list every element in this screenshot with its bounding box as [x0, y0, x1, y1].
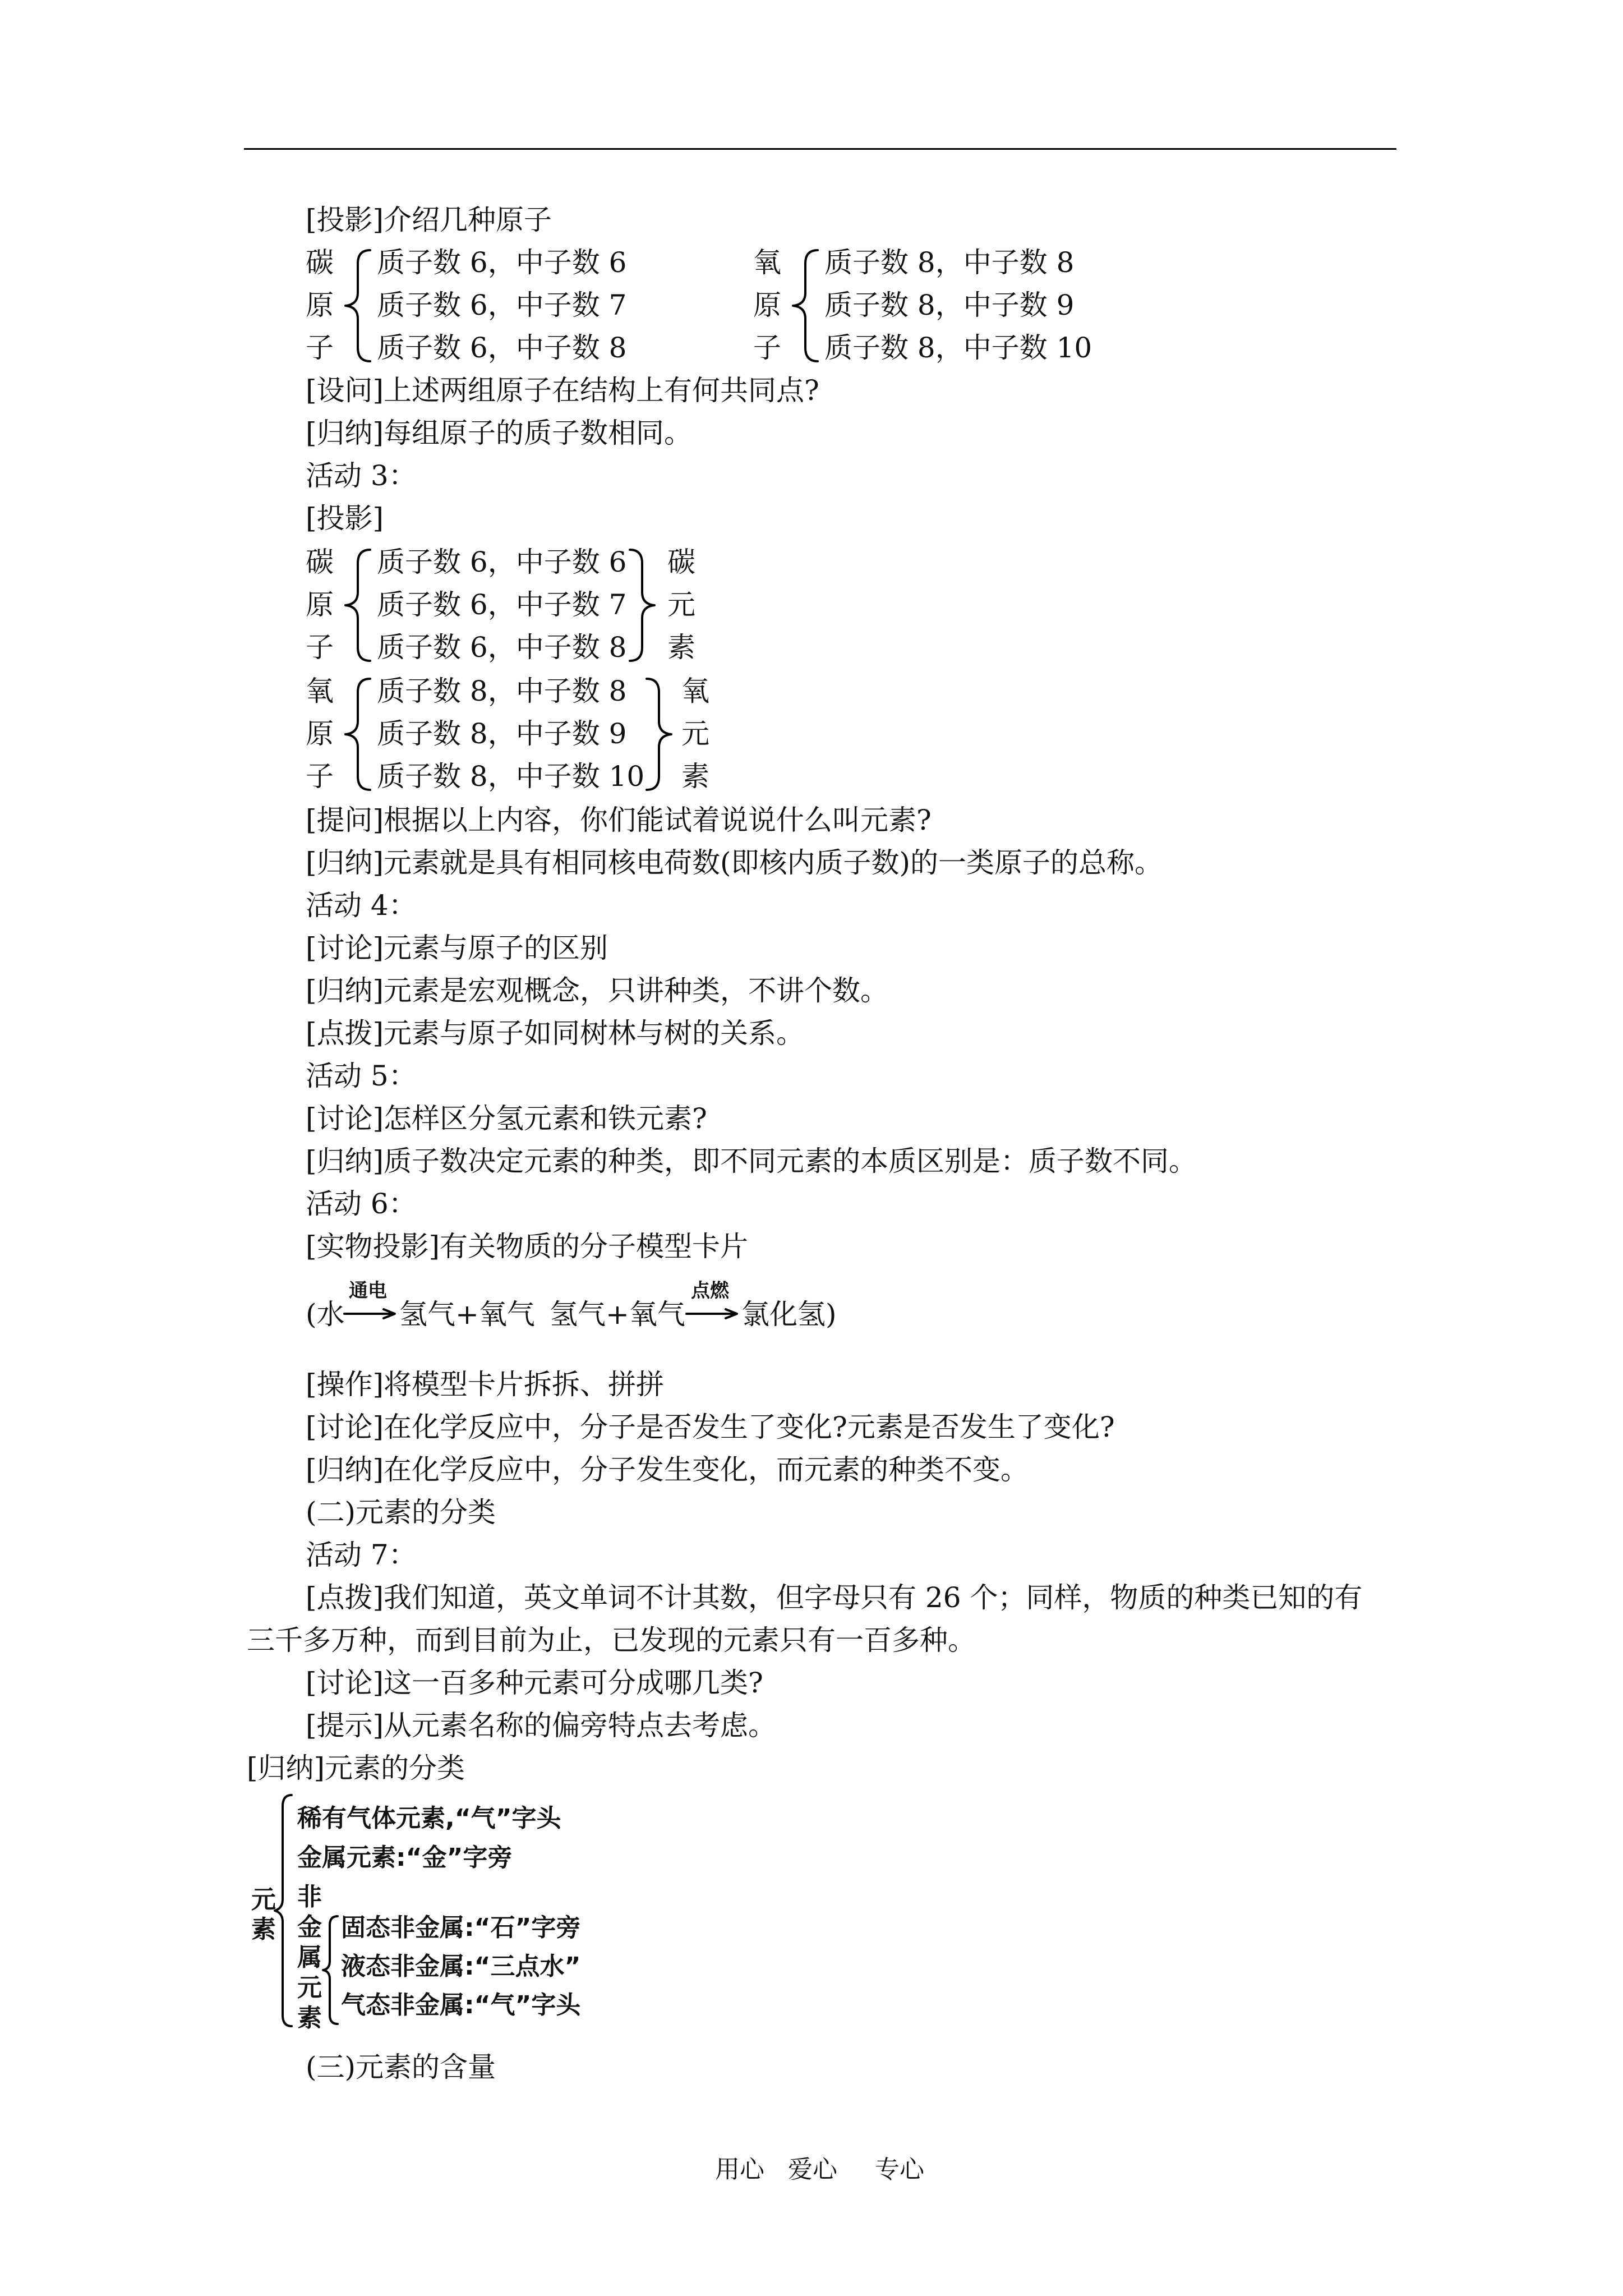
gas-nonmetal: 气态非金属:“气”字头 — [341, 1991, 581, 2019]
metal-elements: 金属元素:“金”字旁 — [297, 1843, 513, 1872]
arrow-right-icon — [343, 1307, 397, 1320]
oxygen-element-label-2: 元 — [681, 717, 709, 750]
line-activity-4: 活动 4： — [306, 889, 417, 922]
carbon-isotope-3: 质子数 6，中子数 8 — [377, 332, 627, 364]
rare-gas-elements: 稀有气体元素,“气”字头 — [297, 1804, 561, 1833]
condition-ignite: 点燃 — [691, 1280, 729, 1302]
oxygen-isotope-3: 质子数 8，中子数 10 — [824, 332, 1092, 364]
left-brace-icon — [341, 247, 375, 365]
line-summary-3: [归纳]元素是宏观概念，只讲种类，不讲个数。 — [306, 974, 889, 1007]
equation-product-1: 氢气+氧气 — [399, 1298, 535, 1331]
carbon-element-label-2: 元 — [667, 588, 695, 621]
line-projection-intro: [投影]介绍几种原子 — [306, 204, 552, 236]
left-brace-icon — [321, 1914, 341, 2026]
nonmetal-label-3: 属 — [297, 1943, 322, 1972]
oxygen-isotope-1: 质子数 8，中子数 8 — [377, 675, 627, 707]
arrow-right-icon — [685, 1307, 739, 1320]
liquid-nonmetal: 液态非金属:“三点水” — [341, 1952, 581, 1981]
carbon-isotope-1: 质子数 6，中子数 6 — [377, 546, 627, 578]
line-hint: [提示]从元素名称的偏旁特点去考虑。 — [306, 1709, 777, 1742]
oxygen-isotope-3: 质子数 8，中子数 10 — [377, 760, 645, 793]
line-summary-4: [归纳]质子数决定元素的种类，即不同元素的本质区别是：质子数不同。 — [306, 1145, 1197, 1177]
oxygen-element-label-3: 素 — [681, 760, 709, 793]
right-brace-icon — [625, 546, 659, 664]
line-point-2a: [点拨]我们知道，英文单词不计其数，但字母只有 26 个；同样，物质的种类已知的有 — [306, 1581, 1363, 1614]
equation-reactant-2: 氢气+氧气 — [550, 1298, 685, 1331]
line-summary-1: [归纳]每组原子的质子数相同。 — [306, 417, 693, 449]
nonmetal-label-1: 非 — [297, 1883, 322, 1911]
oxygen-label-2: 原 — [306, 717, 334, 750]
line-discussion-4: [讨论]这一百多种元素可分成哪几类? — [306, 1667, 763, 1699]
left-brace-icon — [341, 675, 375, 793]
oxygen-label-1: 氧 — [753, 246, 781, 279]
left-brace-icon — [341, 546, 375, 664]
carbon-label-3: 子 — [306, 631, 334, 664]
oxygen-isotope-2: 质子数 8，中子数 9 — [377, 717, 627, 750]
oxygen-label-3: 子 — [753, 332, 781, 364]
line-operation: [操作]将模型卡片拆拆、拼拼 — [306, 1368, 665, 1401]
carbon-isotope-3: 质子数 6，中子数 8 — [377, 631, 627, 664]
line-question-1: [设问]上述两组原子在结构上有何共同点? — [306, 374, 819, 407]
equation-product-2: 氯化氢) — [741, 1298, 837, 1331]
nonmetal-label-2: 金 — [297, 1913, 322, 1941]
oxygen-label-2: 原 — [753, 289, 781, 321]
nonmetal-label-5: 素 — [297, 2004, 322, 2032]
line-discussion-3: [讨论]在化学反应中，分子是否发生了变化?元素是否发生了变化? — [306, 1411, 1115, 1443]
line-projection-2: [实物投影]有关物质的分子模型卡片 — [306, 1230, 749, 1263]
left-brace-icon — [273, 1793, 295, 2028]
line-activity-3: 活动 3： — [306, 459, 417, 492]
footer-word-2: 爱心 — [788, 2155, 837, 2184]
line-activity-6: 活动 6： — [306, 1188, 417, 1220]
equation-open: (水 — [306, 1298, 345, 1331]
carbon-label-2: 原 — [306, 289, 334, 321]
line-projection: [投影] — [306, 502, 384, 535]
oxygen-isotope-1: 质子数 8，中子数 8 — [824, 246, 1075, 279]
section-content: (三)元素的含量 — [306, 2051, 496, 2083]
solid-nonmetal: 固态非金属:“石”字旁 — [341, 1913, 581, 1942]
carbon-element-label-1: 碳 — [667, 546, 695, 578]
footer-word-3: 专心 — [875, 2155, 924, 2184]
nonmetal-label-4: 元 — [297, 1973, 322, 2002]
line-summary-6: [归纳]元素的分类 — [247, 1752, 465, 1784]
carbon-label-1: 碳 — [306, 246, 334, 279]
oxygen-isotope-2: 质子数 8，中子数 9 — [824, 289, 1075, 321]
line-activity-5: 活动 5： — [306, 1060, 417, 1092]
root-label-2: 素 — [251, 1915, 276, 1944]
condition-electrolysis: 通电 — [349, 1280, 387, 1302]
carbon-isotope-2: 质子数 6，中子数 7 — [377, 289, 627, 321]
line-activity-7: 活动 7： — [306, 1539, 417, 1571]
line-question-2: [提问]根据以上内容，你们能试着说说什么叫元素? — [306, 804, 932, 836]
line-summary-5: [归纳]在化学反应中，分子发生变化，而元素的种类不变。 — [306, 1453, 1029, 1486]
line-point-1: [点拨]元素与原子如同树林与树的关系。 — [306, 1017, 805, 1050]
carbon-isotope-2: 质子数 6，中子数 7 — [377, 588, 627, 621]
line-summary-2: [归纳]元素就是具有相同核电荷数(即核内质子数)的一类原子的总称。 — [306, 846, 1163, 879]
oxygen-element-label-1: 氧 — [681, 675, 709, 707]
right-brace-icon — [642, 675, 676, 793]
line-discussion-2: [讨论]怎样区分氢元素和铁元素? — [306, 1102, 707, 1135]
oxygen-label-3: 子 — [306, 760, 334, 793]
carbon-label-2: 原 — [306, 588, 334, 621]
root-label-1: 元 — [251, 1885, 276, 1914]
carbon-isotope-1: 质子数 6，中子数 6 — [377, 246, 627, 279]
line-point-2b: 三千多万种，而到目前为止，已发现的元素只有一百多种。 — [247, 1624, 976, 1657]
section-classification: (二)元素的分类 — [306, 1496, 496, 1529]
footer-word-1: 用心 — [715, 2155, 764, 2184]
carbon-label-1: 碳 — [306, 546, 334, 578]
line-discussion-1: [讨论]元素与原子的区别 — [306, 932, 608, 964]
carbon-label-3: 子 — [306, 332, 334, 364]
carbon-element-label-3: 素 — [667, 631, 695, 664]
left-brace-icon — [789, 247, 822, 365]
header-rule — [244, 148, 1396, 150]
oxygen-label-1: 氧 — [306, 675, 334, 707]
